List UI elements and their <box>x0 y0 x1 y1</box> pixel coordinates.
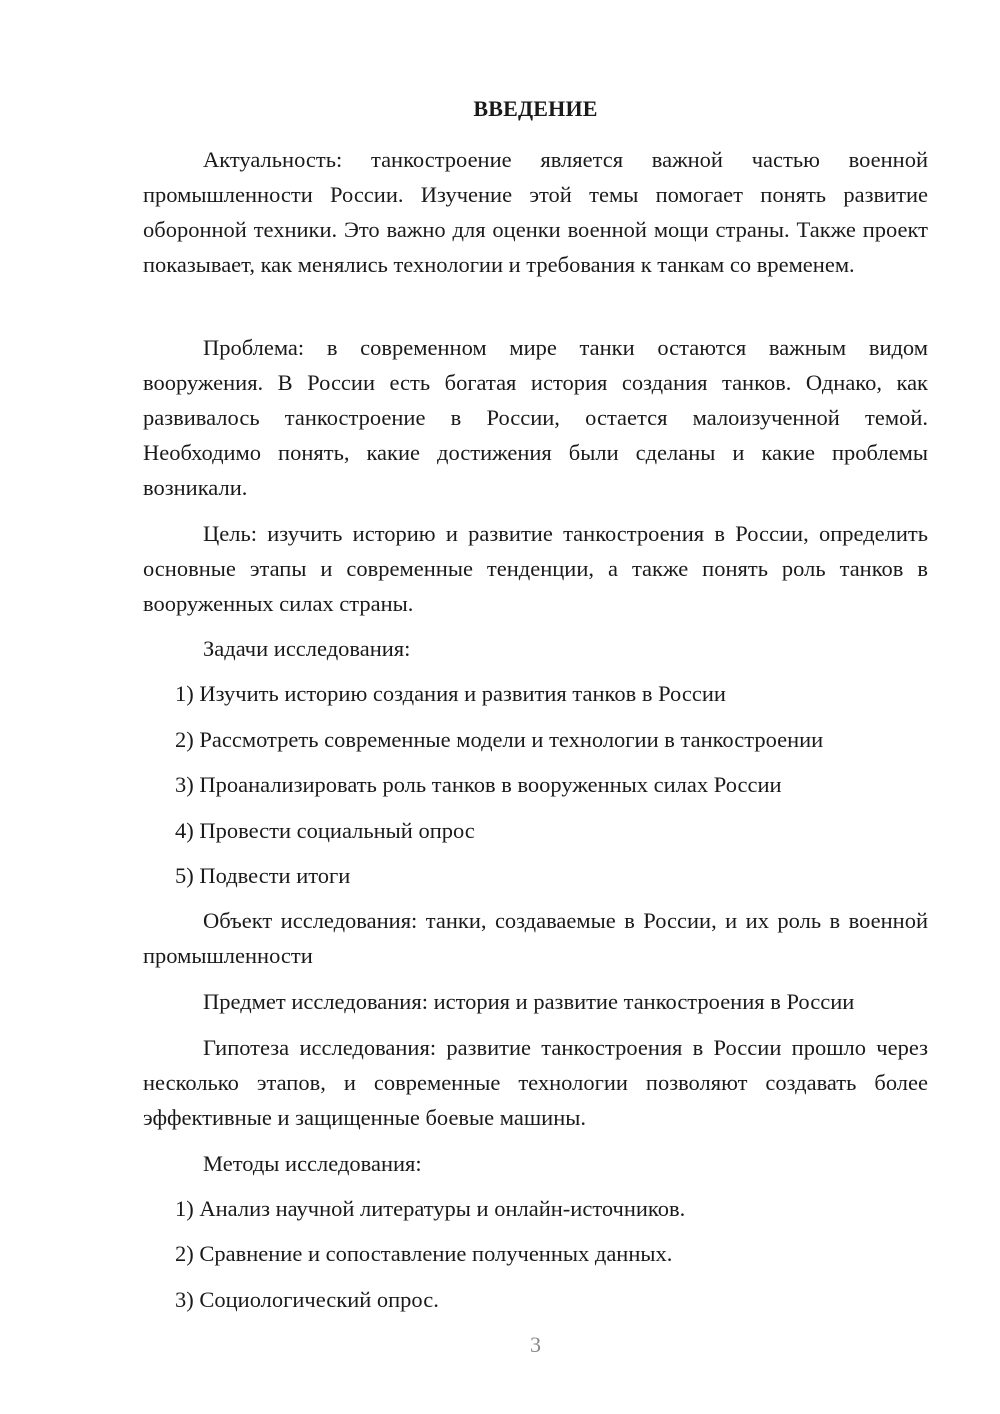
section-heading: ВВЕДЕНИЕ <box>473 96 598 121</box>
method-item-3: 3) Социологический опрос. <box>175 1287 439 1312</box>
method-item-1: 1) Анализ научной литературы и онлайн-источников. <box>175 1196 686 1221</box>
methods-heading: Методы исследования: <box>203 1151 422 1176</box>
document-page <box>143 0 928 1414</box>
task-item-2: 2) Рассмотреть современные модели и технологии в танкостроении <box>175 727 824 752</box>
task-item-5: 5) Подвести итоги <box>175 863 351 888</box>
problem-paragraph: Проблема: в современном мире танки остаются важным видом вооружения. В России есть богатая история создания танков. Однако, как развивалось танкостроение в России, остается малоизученной темой. Необходимо понять, какие достижения были сделаны и какие проблемы возникали. <box>143 335 928 500</box>
subject-paragraph: Предмет исследования: история и развитие танкостроения в России <box>203 989 855 1014</box>
method-item-2: 2) Сравнение и сопоставление полученных данных. <box>175 1241 673 1266</box>
object-paragraph: Объект исследования: танки, создаваемые в России, и их роль в военной промышленности <box>143 908 928 968</box>
task-item-4: 4) Провести социальный опрос <box>175 818 475 843</box>
task-item-3: 3) Проанализировать роль танков в вооруженных силах России <box>175 772 782 797</box>
task-item-1: 1) Изучить историю создания и развития танков в России <box>175 681 726 706</box>
page-number: 3 <box>530 1332 541 1357</box>
hypothesis-paragraph: Гипотеза исследования: развитие танкостроения в России прошло через несколько этапов, и современные технологии позволяют создавать более эффективные и защищенные боевые машины. <box>143 1035 928 1130</box>
tasks-heading: Задачи исследования: <box>203 636 411 661</box>
relevance-paragraph: Актуальность: танкостроение является важной частью военной промышленности России. Изучение этой темы помогает понять развитие оборонной техники. Это важно для оценки военной мощи страны. Также проект показывает, как менялись технологии и требования к танкам со временем. <box>143 147 928 277</box>
goal-paragraph: Цель: изучить историю и развитие танкостроения в России, определить основные этапы и современные тенденции, а также понять роль танков в вооруженных силах страны. <box>143 521 928 616</box>
